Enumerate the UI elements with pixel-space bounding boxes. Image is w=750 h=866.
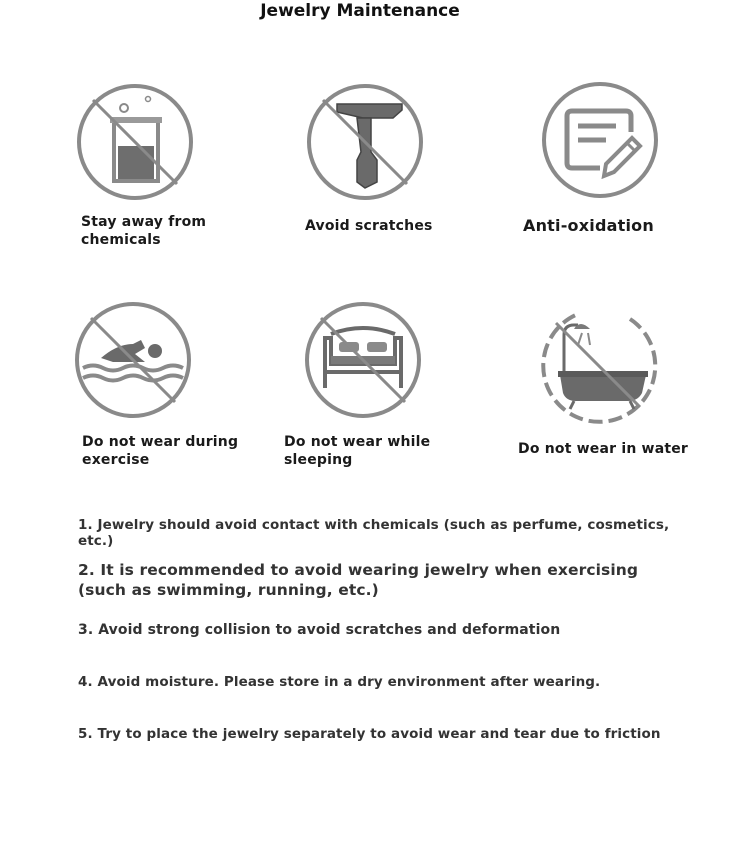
anti-oxidation-label: Anti-oxidation <box>523 216 654 235</box>
swimmer-icon <box>73 300 193 420</box>
note-1: 1. Jewelry should avoid contact with chemicals (such as perfume, cosmetics, etc.) <box>78 517 670 549</box>
note-2: 2. It is recommended to avoid wearing jewelry when exercising (such as swimming, running, etc.) <box>78 561 639 599</box>
page-title: Jewelry Maintenance <box>260 1 460 21</box>
sleeping-label: Do not wear while sleeping <box>284 434 431 468</box>
bed-icon <box>303 300 423 420</box>
scratches-label: Avoid scratches <box>305 218 433 234</box>
chemicals-label: Stay away from chemicals <box>81 214 207 248</box>
bathtub-shower-icon <box>538 305 658 425</box>
exercise-label: Do not wear during exercise <box>82 434 239 468</box>
chemicals-icon <box>75 82 195 202</box>
hammer-icon <box>305 82 425 202</box>
note-4: 4. Avoid moisture. Please store in a dry environment after wearing. <box>78 674 601 690</box>
document-pen-icon <box>540 80 660 200</box>
water-label: Do not wear in water <box>518 441 689 457</box>
note-5: 5. Try to place the jewelry separately to avoid wear and tear due to friction <box>78 726 661 742</box>
note-3: 3. Avoid strong collision to avoid scratches and deformation <box>78 622 561 638</box>
